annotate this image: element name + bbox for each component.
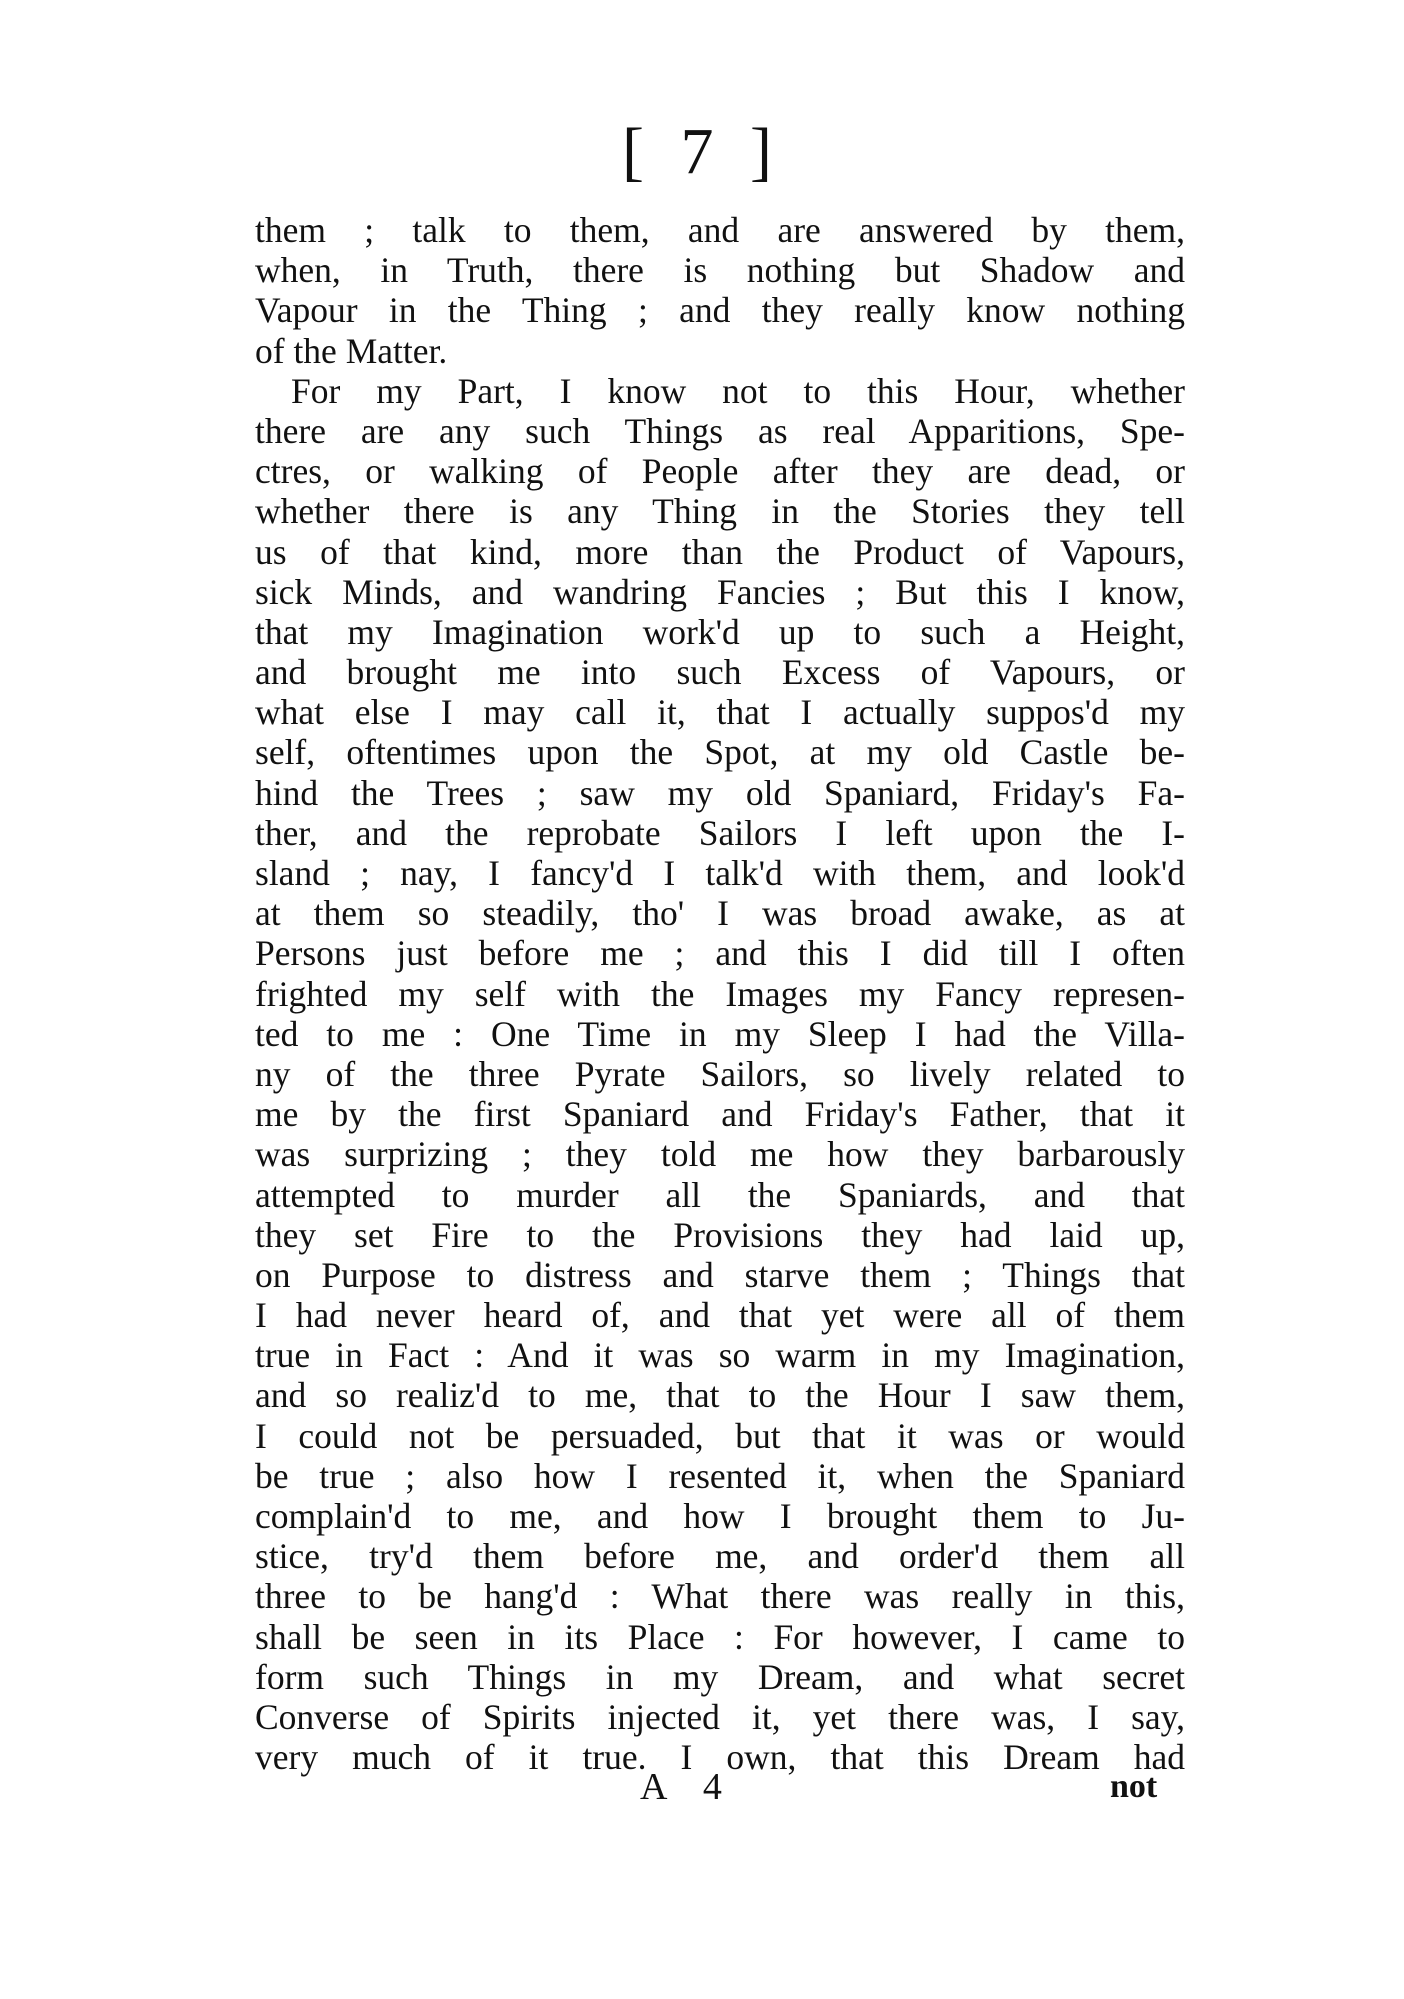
text-line-6: there are any such Things as real Apparitions, Spe-	[255, 410, 1185, 451]
text-line-38: Converse of Spirits injected it, yet there was, I say,	[255, 1696, 1185, 1737]
text-line-32: be true ; also how I resented it, when the Spaniard	[255, 1455, 1185, 1496]
text-line-21: ted to me : One Time in my Sleep I had the Villa-	[255, 1013, 1185, 1054]
body-text	[255, 210, 1185, 1777]
text-line-23: me by the first Spaniard and Friday's Father, that it	[255, 1094, 1185, 1135]
text-line-1: them ; talk to them, and are answered by them,	[255, 210, 1185, 250]
text-line-37: form such Things in my Dream, and what secret	[255, 1656, 1185, 1697]
text-line-34: stice, try'd them before me, and order'd them all	[255, 1536, 1185, 1577]
text-line-25: attempted to murder all the Spaniards, and that	[255, 1174, 1185, 1215]
text-line-35: three to be hang'd : What there was really in this,	[255, 1576, 1185, 1617]
text-line-18: at them so steadily, tho' I was broad awake, as at	[255, 893, 1185, 934]
text-line-5: For my Part, I know not to this Hour, whether	[291, 370, 1185, 411]
text-line-9: us of that kind, more than the Product of Vapours,	[255, 531, 1185, 572]
text-line-15: hind the Trees ; saw my old Spaniard, Friday's Fa-	[255, 772, 1185, 813]
text-line-30: and so realiz'd to me, that to the Hour I saw them,	[255, 1375, 1185, 1416]
text-line-24: was surprizing ; they told me how they barbarously	[255, 1134, 1185, 1175]
text-line-29: true in Fact : And it was so warm in my Imagination,	[255, 1335, 1185, 1376]
text-line-36: shall be seen in its Place : For however, I came to	[255, 1616, 1185, 1657]
text-line-2: when, in Truth, there is nothing but Shadow and	[255, 250, 1185, 291]
text-line-27: on Purpose to distress and starve them ; Things that	[255, 1254, 1185, 1295]
text-line-16: ther, and the reprobate Sailors I left upon the I-	[255, 812, 1185, 853]
text-line-13: what else I may call it, that I actually suppos'd my	[255, 692, 1185, 733]
text-line-11: that my Imagination work'd up to such a Height,	[255, 611, 1185, 652]
text-line-14: self, oftentimes upon the Spot, at my old Castle be-	[255, 732, 1185, 773]
text-line-39: very much of it true. I own, that this Dream had	[255, 1737, 1185, 1778]
text-line-8: whether there is any Thing in the Stories they tell	[255, 491, 1185, 532]
text-line-26: they set Fire to the Provisions they had laid up,	[255, 1214, 1185, 1255]
text-line-7: ctres, or walking of People after they are dead, or	[255, 451, 1185, 492]
text-line-33: complain'd to me, and how I brought them to Ju-	[255, 1496, 1185, 1536]
page-number: [ 7 ]	[622, 115, 782, 188]
catchword: not	[1110, 1768, 1158, 1805]
text-line-3: Vapour in the Thing ; and they really know nothing	[255, 290, 1185, 331]
text-line-10: sick Minds, and wandring Fancies ; But this I know,	[255, 571, 1185, 612]
text-line-22: ny of the three Pyrate Sailors, so lively related to	[255, 1053, 1185, 1094]
text-line-31: I could not be persuaded, but that it was or would	[255, 1415, 1185, 1456]
text-line-17: sland ; nay, I fancy'd I talk'd with them, and look'd	[255, 853, 1185, 893]
text-line-12: and brought me into such Excess of Vapours, or	[255, 652, 1185, 693]
text-line-4: of the Matter.	[255, 330, 448, 371]
text-line-28: I had never heard of, and that yet were all of them	[255, 1295, 1185, 1336]
text-line-19: Persons just before me ; and this I did till I often	[255, 933, 1185, 974]
signature-mark: A 4	[640, 1766, 736, 1808]
text-line-20: frighted my self with the Images my Fancy represen-	[255, 973, 1185, 1014]
